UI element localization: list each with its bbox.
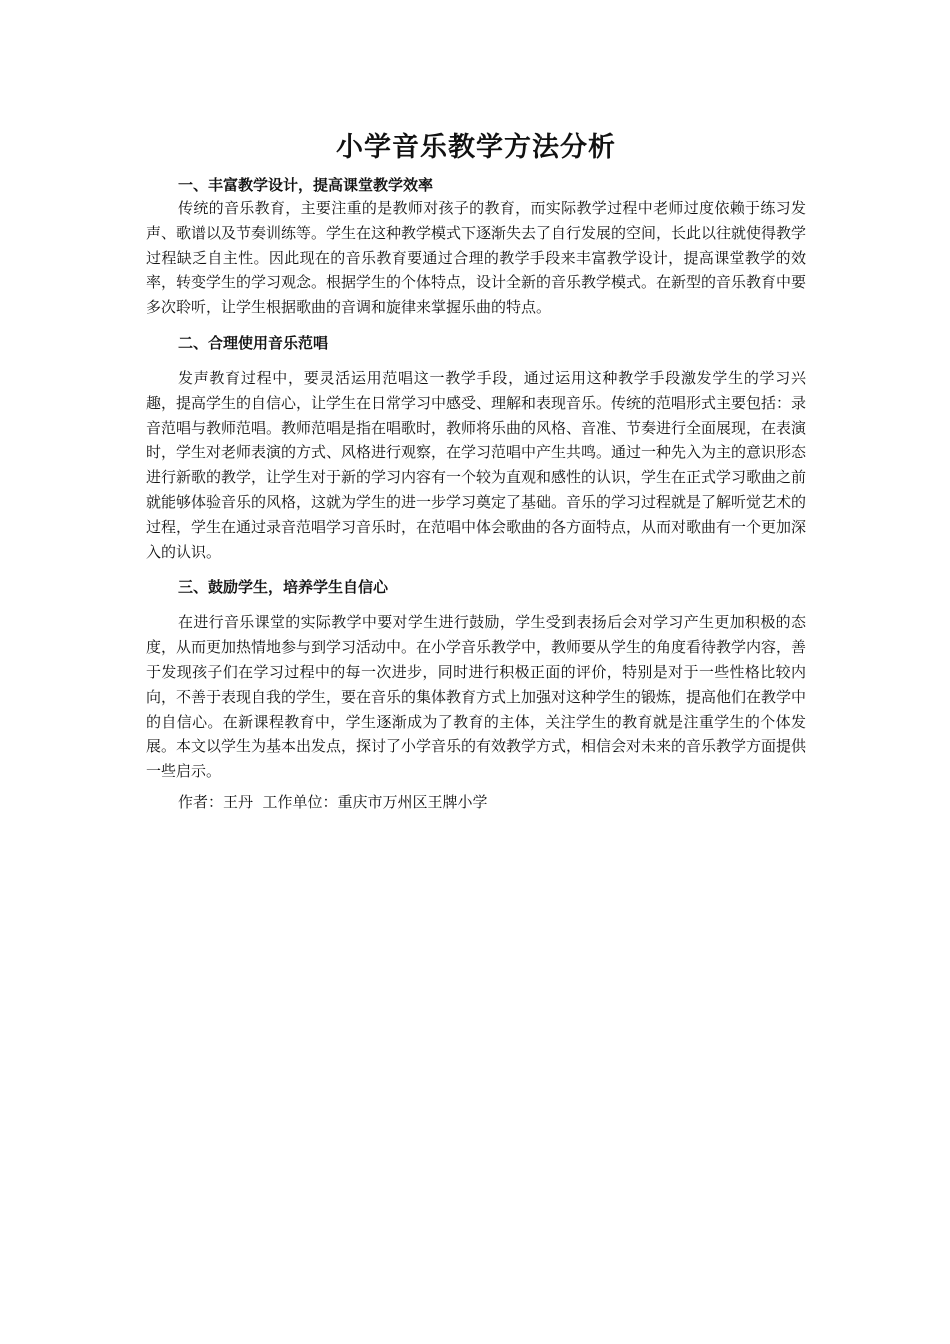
- section-heading-2: 二、合理使用音乐范唱: [178, 333, 329, 352]
- section-paragraph-1: 传统的音乐教育，主要注重的是教师对孩子的教育，而实际教学过程中老师过度依赖于练习发声、歌谱以及节奏训练等。学生在这种教学模式下逐渐失去了自行发展的空间，长此以往就使得教学过程缺乏自主性。因此现在的音乐教育要通过合理的教学手段来丰富教学设计，提高课堂教学的效率，转变学生的学习观念。根据学生的个体特点，设计全新的音乐教学模式。在新型的音乐教育中要多次聆听，让学生根据歌曲的音调和旋律来掌握乐曲的特点。: [146, 199, 807, 317]
- author-line: 作者：王丹 工作单位：重庆市万州区王牌小学: [178, 792, 488, 811]
- spacer: [146, 354, 806, 366]
- spacer: [146, 598, 806, 610]
- section-paragraph-3: 在进行音乐课堂的实际教学中要对学生进行鼓励，学生受到表扬后会对学习产生更加积极的态度，从而更加热情地参与到学习活动中。在小学音乐教学中，教师要从学生的角度看待教学内容，善于发现孩子们在学习过程中的每一次进步，同时进行积极正面的评价，特别是对于一些性格比较内向，不善于表现自我的学生，要在音乐的集体教育方式上加强对这种学生的锻炼，提高他们在教学中的自信心。在新课程教育中，学生逐渐成为了教育的主体，关注学生的教育就是注重学生的个体发展。本文以学生为基本出发点，探讨了小学音乐的有效教学方式，相信会对未来的音乐教学方面提供一些启示。: [146, 613, 807, 781]
- document-page: [146, 128, 806, 814]
- spacer: [146, 320, 806, 332]
- spacer: [146, 564, 806, 576]
- document-title: 小学音乐教学方法分析: [336, 132, 616, 163]
- section-paragraph-2: 发声教育过程中，要灵活运用范唱这一教学手段，通过运用这种教学手段激发学生的学习兴趣，提高学生的自信心，让学生在日常学习中感受、理解和表现音乐。传统的范唱形式主要包括：录音范唱与教师范唱。教师范唱是指在唱歌时，教师将乐曲的风格、音准、节奏进行全面展现，在表演时，学生对老师表演的方式、风格进行观察，在学习范唱中产生共鸣。通过一种先入为主的意识形态进行新歌的教学，让学生对于新的学习内容有一个较为直观和感性的认识，学生在正式学习歌曲之前就能够体验音乐的风格，这就为学生的进一步学习奠定了基础。音乐的学习过程就是了解听觉艺术的过程，学生在通过录音范唱学习音乐时，在范唱中体会歌曲的各方面特点，从而对歌曲有一个更加深入的认识。: [146, 368, 807, 561]
- section-heading-3: 三、鼓励学生，培养学生自信心: [178, 578, 389, 597]
- section-heading-1: 一、丰富教学设计，提高课堂教学效率: [178, 176, 434, 194]
